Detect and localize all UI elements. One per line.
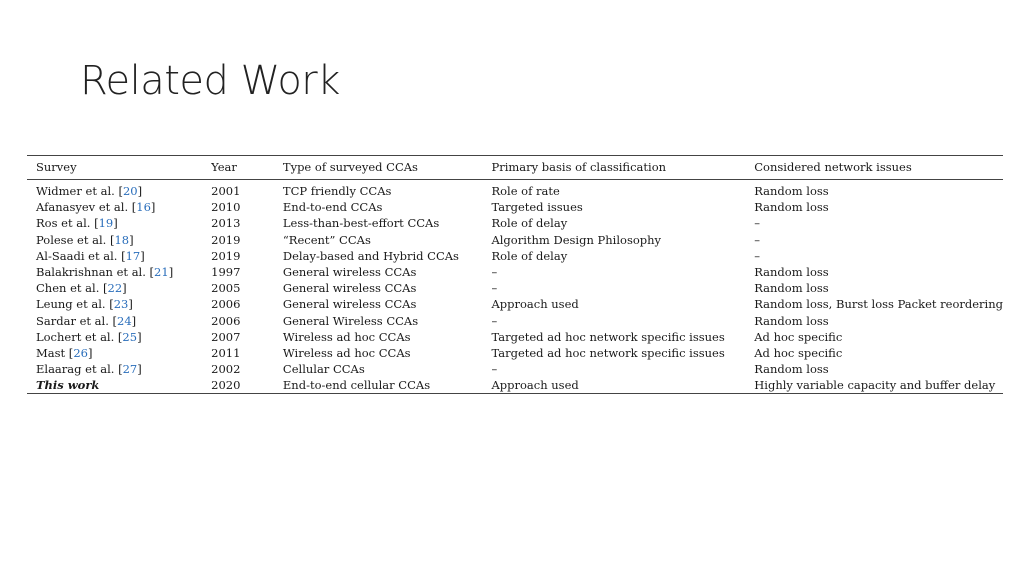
table-row [27, 215, 1003, 231]
survey-name: Chen et al. [36, 281, 100, 296]
cell-type: Less-than-best-effort CCAs [282, 216, 440, 231]
header-survey: Survey [36, 160, 77, 174]
cell-year: 2005 [211, 281, 241, 296]
cell-issues: Random loss [754, 362, 829, 377]
table-row-this-work [27, 377, 1003, 394]
cell-type: End-to-end CCAs [282, 200, 383, 215]
cell-type: “Recent” CCAs [282, 232, 371, 247]
cell-issues: Random loss, Burst loss Packet reordering [754, 297, 1003, 312]
cell-year: 2019 [211, 232, 241, 247]
cell-survey: Chen et al. [22] [36, 281, 127, 296]
citation-link[interactable]: 16 [136, 200, 151, 215]
citation-link[interactable]: 22 [107, 281, 123, 296]
table-header-row [27, 156, 1003, 180]
cell-type: General wireless CCAs [282, 297, 417, 312]
citation-link[interactable]: 19 [98, 216, 114, 231]
cell-survey: Afanasyev et al. [16] [36, 200, 156, 215]
table-row [27, 361, 1003, 377]
cell-year: 2007 [211, 329, 241, 344]
cell-basis: – [491, 281, 498, 296]
cell-type: TCP friendly CCAs [282, 184, 392, 199]
citation-link[interactable]: 25 [122, 329, 138, 344]
survey-name: Widmer et al. [36, 184, 115, 199]
survey-name: Ros et al. [36, 216, 91, 231]
survey-name: Mast [36, 345, 66, 360]
cell-type: General wireless CCAs [282, 281, 417, 296]
cell-type: Wireless ad hoc CCAs [282, 345, 411, 360]
cell-basis: Targeted ad hoc network specific issues [491, 329, 725, 344]
survey-name: Lochert et al. [36, 329, 115, 344]
cell-year: 2001 [211, 184, 241, 199]
cell-year: 2013 [211, 216, 241, 231]
cell-issues: Random loss [754, 200, 829, 215]
table-row [27, 345, 1003, 361]
cell-survey: Ros et al. [19] [36, 216, 118, 231]
table-row [27, 329, 1003, 345]
cell-basis: – [491, 362, 498, 377]
cell-survey: Leung et al. [23] [36, 297, 133, 312]
cell-year: 2019 [211, 248, 241, 263]
cell-type: General Wireless CCAs [282, 313, 419, 328]
cell-basis: – [491, 313, 498, 328]
table-row [27, 313, 1003, 329]
cell-survey: Sardar et al. [24] [36, 313, 137, 328]
cell-basis: Role of delay [491, 248, 568, 263]
table-row [27, 296, 1003, 312]
citation-link[interactable]: 27 [122, 362, 138, 377]
citation-link[interactable]: 21 [154, 265, 169, 280]
cell-basis: Role of delay [491, 216, 568, 231]
cell-survey: Al-Saadi et al. [17] [36, 248, 145, 263]
survey-name: Afanasyev et al. [36, 200, 129, 215]
table-row [27, 199, 1003, 215]
cell-type: Delay-based and Hybrid CCAs [282, 248, 459, 263]
cell-survey-this-work: This work [36, 378, 100, 393]
cell-survey: Elaarag et al. [27] [36, 362, 142, 377]
table-row [27, 232, 1003, 248]
cell-survey: Polese et al. [18] [36, 232, 134, 247]
cell-basis: Targeted ad hoc network specific issues [491, 345, 725, 360]
cell-issues: – [754, 232, 760, 247]
cell-issues: Ad hoc specific [754, 329, 843, 344]
cell-year: 2006 [211, 313, 241, 328]
cell-year: 2011 [211, 345, 241, 360]
cell-issues: – [754, 216, 760, 231]
slide-title: Related Work [80, 58, 340, 104]
table-row [27, 264, 1003, 280]
citation-link[interactable]: 26 [73, 345, 88, 360]
related-work-table-container [27, 155, 1003, 394]
cell-issues: Random loss [754, 265, 829, 280]
cell-issues: – [754, 248, 760, 263]
cell-survey: Widmer et al. [20] [36, 184, 143, 199]
table-row [27, 180, 1003, 200]
cell-issues: Ad hoc specific [754, 345, 843, 360]
cell-issues: Random loss [754, 313, 829, 328]
cell-type: End-to-end cellular CCAs [282, 378, 431, 393]
cell-survey: Lochert et al. [25] [36, 329, 142, 344]
cell-basis: Approach used [491, 378, 579, 393]
citation-link[interactable]: 17 [125, 248, 141, 263]
survey-name: Balakrishnan et al. [36, 265, 146, 280]
cell-issues: Random loss [754, 184, 829, 199]
survey-name: Leung et al. [36, 297, 106, 312]
cell-issues: Highly variable capacity and buffer delay [754, 378, 996, 393]
table-row [27, 248, 1003, 264]
header-type: Type of surveyed CCAs [282, 160, 418, 174]
survey-name: Elaarag et al. [36, 362, 115, 377]
table-row [27, 280, 1003, 296]
survey-name: Polese et al. [36, 232, 107, 247]
cell-year: 2020 [211, 378, 241, 393]
citation-link[interactable]: 24 [117, 313, 132, 328]
table-body [27, 180, 1003, 394]
survey-name: Sardar et al. [36, 313, 109, 328]
cell-survey: Balakrishnan et al. [21] [36, 265, 174, 280]
cell-year: 2002 [211, 362, 241, 377]
cell-basis: – [491, 265, 498, 280]
related-work-table [27, 155, 1003, 394]
cell-year: 2006 [211, 297, 241, 312]
header-issues: Considered network issues [754, 160, 912, 174]
cell-year: 2010 [211, 200, 241, 215]
cell-type: Cellular CCAs [282, 362, 365, 377]
cell-basis: Role of rate [491, 184, 560, 199]
header-year: Year [211, 160, 237, 174]
cell-type: General wireless CCAs [282, 265, 417, 280]
cell-year: 1997 [211, 265, 241, 280]
citation-link[interactable]: 18 [114, 232, 130, 247]
cell-issues: Random loss [754, 281, 829, 296]
citation-link[interactable]: 20 [122, 184, 138, 199]
cell-type: Wireless ad hoc CCAs [282, 329, 411, 344]
cell-basis: Approach used [491, 297, 579, 312]
cell-basis: Targeted issues [491, 200, 583, 215]
cell-basis: Algorithm Design Philosophy [491, 232, 662, 247]
citation-link[interactable]: 23 [113, 297, 129, 312]
survey-name: Al-Saadi et al. [36, 248, 118, 263]
header-basis: Primary basis of classification [491, 160, 667, 174]
cell-survey: Mast [26] [36, 345, 93, 360]
